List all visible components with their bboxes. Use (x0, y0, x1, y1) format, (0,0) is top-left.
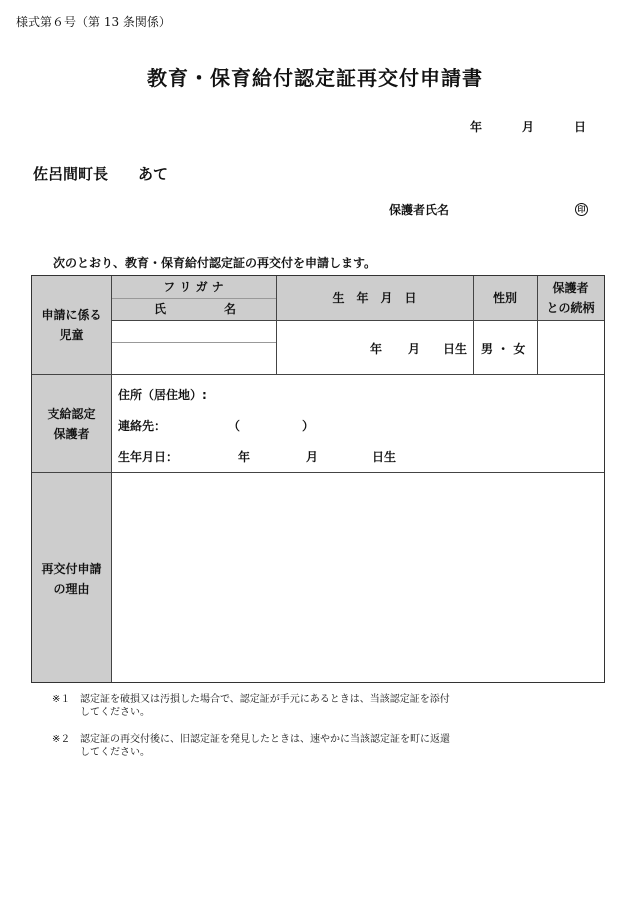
lead-text: 次のとおり、教育・保育給付認定証の再交付を申請します。 (53, 256, 377, 270)
sex-header: 性別 (492, 291, 517, 305)
child-birth-month: 月 (408, 342, 421, 356)
note-2 (52, 733, 450, 759)
contact-label: 連絡先： (118, 419, 167, 433)
child-birth-year: 年 (370, 342, 383, 356)
note-2-line2: してください。 (80, 747, 150, 758)
name-header-shi: 氏 (154, 302, 167, 316)
child-label (32, 305, 111, 345)
contact-paren-open: （ (228, 419, 241, 433)
dob-day: 日生 (372, 450, 397, 464)
guardian-label-line1: 支給認定 (47, 407, 96, 421)
guardian-label (32, 404, 111, 444)
application-date (470, 118, 586, 135)
note-2-mark: ※２ (52, 734, 71, 745)
row-divider-child (32, 374, 604, 375)
reason-label-line1: 再交付申請 (41, 562, 102, 576)
child-name-field[interactable] (112, 343, 276, 374)
date-month: 月 (522, 120, 535, 134)
guardian-name-label: 保護者氏名 (389, 203, 450, 217)
reason-field[interactable] (112, 473, 604, 682)
birth-date-header: 生 年 月 日 (332, 291, 417, 305)
reason-label-line2: の理由 (53, 582, 90, 596)
form-number: 様式第６号（第 13 条関係） (16, 15, 171, 29)
application-form-table (31, 275, 605, 683)
contact-paren-close: ） (302, 419, 315, 433)
note-1-mark: ※１ (52, 694, 71, 705)
child-label-line2: 児童 (59, 328, 84, 342)
relation-header-line2: との続柄 (546, 301, 595, 315)
relation-header-line1: 保護者 (552, 281, 589, 295)
relation-header (537, 278, 604, 318)
dob-year: 年 (238, 450, 251, 464)
reason-label (32, 559, 111, 599)
note-2-line1: 認定証の再交付後に、旧認定証を発見したときは、速やかに当該認定証を町に返還 (80, 734, 450, 745)
furigana-divider (111, 298, 276, 299)
addressee: 佐呂間町長 あて (33, 165, 169, 183)
date-day: 日 (574, 120, 587, 134)
note-1 (52, 693, 450, 719)
dob-label: 生年月日： (118, 450, 179, 464)
child-birth-day: 日生 (443, 342, 468, 356)
dob-month: 月 (306, 450, 319, 464)
relation-field[interactable] (538, 321, 604, 374)
sex-choice[interactable]: 男 ・ 女 (481, 342, 526, 356)
date-year: 年 (470, 120, 483, 134)
document-title: 教育・保育給付認定証再交付申請書 (147, 66, 483, 90)
note-1-line2: してください。 (80, 707, 150, 718)
name-header-mei: 名 (224, 302, 237, 316)
child-label-line1: 申請に係る (41, 308, 102, 322)
child-furigana-field[interactable] (112, 321, 276, 342)
note-1-line1: 認定証を破損又は汚損した場合で、認定証が手元にあるときは、当該認定証を添付 (80, 694, 450, 705)
address-label: 住所（居住地）: (118, 388, 207, 402)
seal-mark: 印 (575, 203, 588, 216)
furigana-header: フ リ ガ ナ (163, 280, 224, 294)
guardian-label-line2: 保護者 (53, 427, 90, 441)
